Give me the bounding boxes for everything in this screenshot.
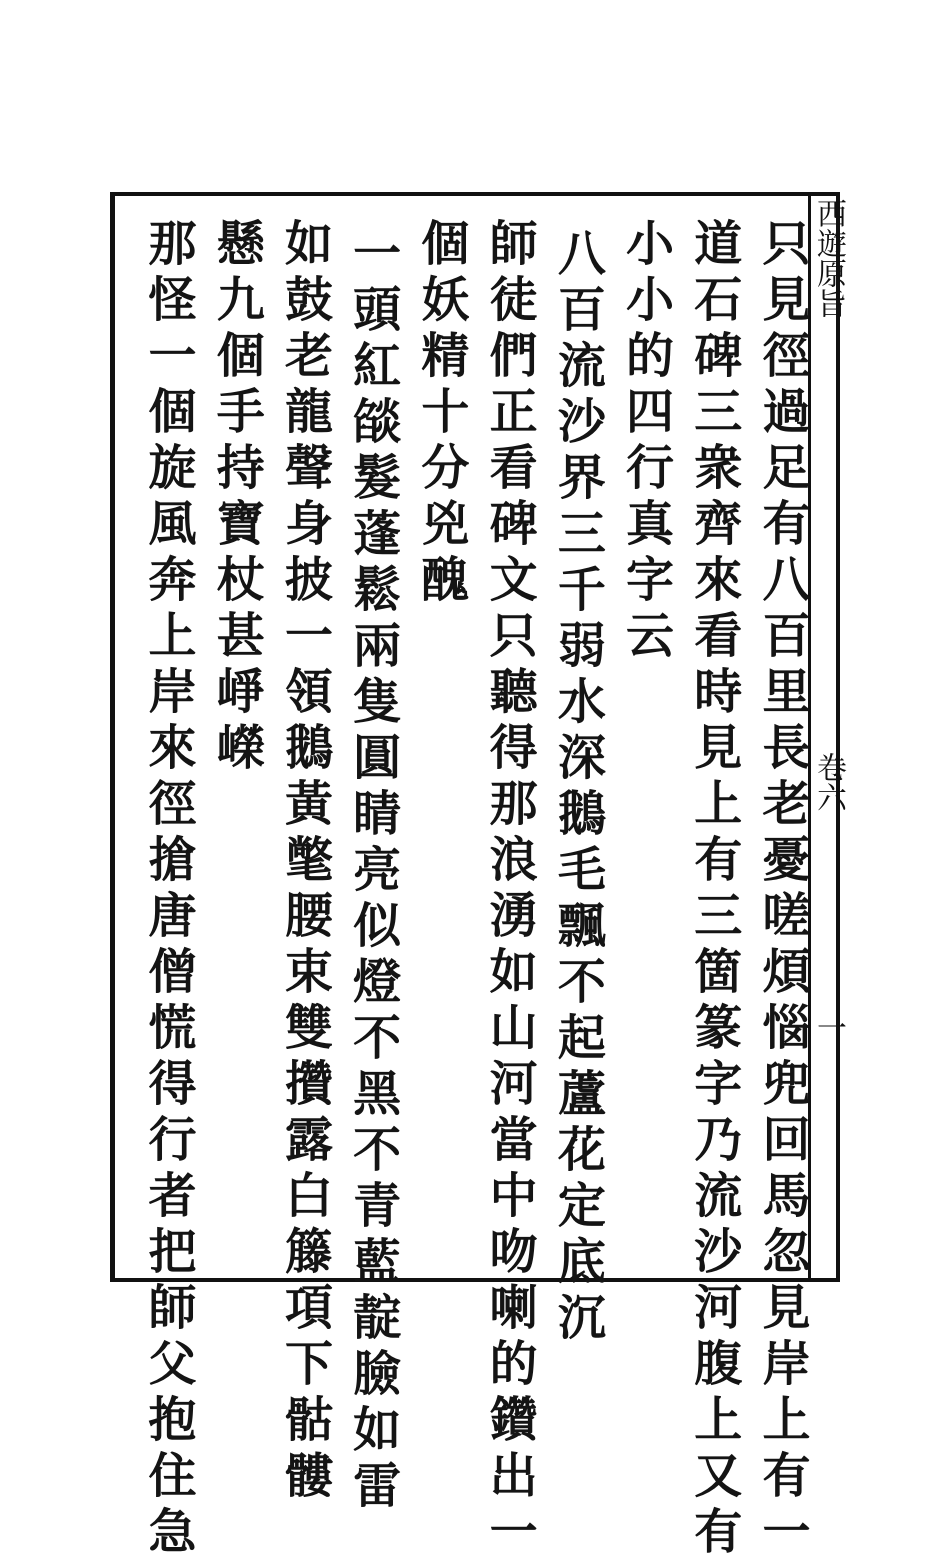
margin-title: 西遊原旨 <box>811 198 846 318</box>
text-column-7: 一頭紅燄髮蓬鬆兩隻圓睛亮似燈不黑不青藍靛臉如雷 <box>344 228 401 1516</box>
text-column-1: 只見徑過足有八百里長老憂嗟煩惱兜回馬忽見岸上有一 <box>753 218 810 1562</box>
text-column-6: 個妖精十分兇醜 <box>412 218 469 610</box>
text-column-4: 八百流沙界三千弱水深鵝毛飄不起蘆花定底沉 <box>549 228 606 1348</box>
margin-column <box>808 192 846 1282</box>
text-column-3: 小小的四行真字云 <box>617 218 674 666</box>
text-column-9: 懸九個手持寶杖甚崢嶸 <box>208 218 265 778</box>
text-column-8: 如鼓老龍聲身披一領鵝黃氅腰束雙攢露白籐項下骷髏 <box>276 218 333 1506</box>
text-column-5: 師徒們正看碑文只聽得那浪湧如山河當中吻喇的鑽出一 <box>481 218 538 1562</box>
text-columns <box>130 218 810 1562</box>
margin-page-number: 一 <box>811 1012 846 1042</box>
margin-chapter-marker: 卷六 <box>811 752 846 812</box>
text-column-10: 那怪一個旋風奔上岸來徑搶唐僧慌得行者把師父抱住急 <box>140 218 196 1562</box>
text-column-2: 道石碑三衆齊來看時見上有三箇篆字乃流沙河腹上又有 <box>685 218 742 1562</box>
